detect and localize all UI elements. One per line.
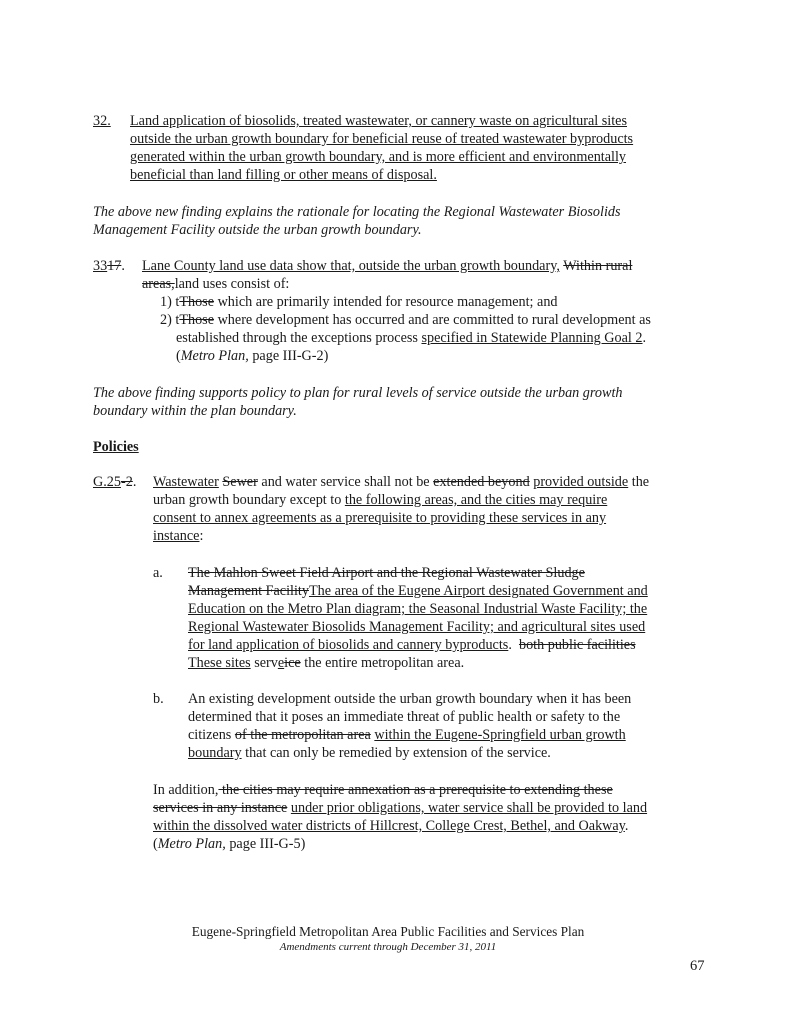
item-b-line-2: determined that it poses an immediate threat of public health or safety to the xyxy=(188,709,621,725)
item-a-label: a. xyxy=(153,565,163,581)
page-number: 67 xyxy=(690,958,705,974)
policy-line-4: instance: xyxy=(153,528,204,544)
note-1-line-1: The above new finding explains the rationale for locating the Regional Wastewater Biosolids xyxy=(93,204,621,220)
item-a-line-1: The Mahlon Sweet Field Airport and the Regional Wastewater Sludge xyxy=(188,565,585,581)
finding-32-line-1: Land application of biosolids, treated wastewater, or cannery waste on agricultural sites xyxy=(130,113,628,129)
policy-line-1: Wastewater Sewer and water service shall not be extended beyond provided outside the xyxy=(153,474,650,490)
policy-line-2: urban growth boundary except to the following areas, and the cities may require xyxy=(153,492,608,508)
item-a-line-2: Management FacilityThe area of the Eugene Airport designated Government and xyxy=(188,583,648,599)
policy-number: G.25-2. xyxy=(93,474,137,490)
footer-title: Eugene-Springfield Metropolitan Area Public Facilities and Services Plan xyxy=(191,924,585,939)
item-b-line-4: boundary that can only be remedied by extension of the service. xyxy=(188,745,551,761)
item-a-line-6: These sites serveice the entire metropolitan area. xyxy=(188,655,465,671)
finding-33-item-2: 2) tThose where development has occurred and are committed to rural development as xyxy=(160,312,651,328)
item-a-line-5: for land application of biosolids and cannery byproducts. both public facilities xyxy=(188,637,636,653)
finding-33-item-2-line-2: established through the exceptions process specified in Statewide Planning Goal 2. xyxy=(176,330,647,346)
finding-33-item-1: 1) tThose which are primarily intended for resource management; and xyxy=(160,294,558,310)
finding-33-citation: (Metro Plan, page III-G-2) xyxy=(176,348,329,364)
finding-32-number: 32. xyxy=(93,113,111,129)
item-a-line-4: Regional Wastewater Biosolids Management Facility; and agricultural sites used xyxy=(188,619,646,635)
finding-33-line-2: areas,land uses consist of: xyxy=(142,276,290,292)
item-b-line-3: citizens of the metropolitan area within the Eugene-Springfield urban growth xyxy=(188,727,626,743)
note-2-line-1: The above finding supports policy to plan for rural levels of service outside the urban growth xyxy=(93,385,623,401)
finding-32-line-3: generated within the urban growth boundary, and is more efficient and environmentally xyxy=(130,149,627,165)
addition-line-2: services in any instance under prior obligations, water service shall be provided to land xyxy=(153,800,648,816)
policy-line-3: consent to annex agreements as a prerequisite to providing these services in any xyxy=(153,510,607,526)
finding-33-line-1: 3317. xyxy=(93,258,125,274)
addition-line-1: In addition, the cities may require annexation as a prerequisite to extending these xyxy=(153,782,613,798)
finding-32-line-2: outside the urban growth boundary for beneficial reuse of treated wastewater byproducts xyxy=(130,131,634,147)
addition-citation: (Metro Plan, page III-G-5) xyxy=(153,836,306,852)
policies-heading: Policies xyxy=(93,439,139,455)
addition-line-3: within the dissolved water districts of Hillcrest, College Crest, Bethel, and Oakway. xyxy=(153,818,629,834)
item-b-line-1: An existing development outside the urban growth boundary when it has been xyxy=(188,691,632,707)
item-a-line-3: Education on the Metro Plan diagram; the Seasonal Industrial Waste Facility; the xyxy=(188,601,648,617)
finding-32-line-4: beneficial than land filling or other means of disposal. xyxy=(130,167,437,183)
footer-subtitle: Amendments current through December 31, 2011 xyxy=(279,941,497,953)
note-2-line-2: boundary within the plan boundary. xyxy=(93,403,297,419)
note-1-line-2: Management Facility outside the urban growth boundary. xyxy=(93,222,422,238)
finding-33-line-1-text: Lane County land use data show that, outside the urban growth boundary, Within rural xyxy=(142,258,633,274)
item-b-label: b. xyxy=(153,691,164,707)
